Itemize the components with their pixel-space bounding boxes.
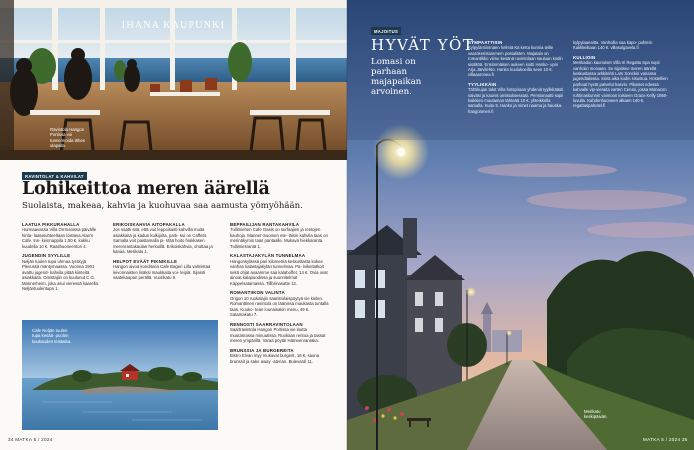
right-text-column-2 — [573, 40, 673, 113]
section-tag-right: MAJOITUS — [371, 27, 401, 35]
listing-heading: RENNOSTI SAARRAVINTOLAAN — [230, 321, 303, 327]
listing-body: Hurmaavassa Villa Orrmanissa päivälle hinta- laatusuhteeltaan loistava Alan's Cafe. Ins- keinnappila 1,50 €, kakku kuudella 10 €. Raatihuoneentori 4. — [22, 227, 97, 249]
right-page-subtitle: Lomasi on parhaan majapaikan arvoinen. — [371, 57, 422, 97]
listing-heading: BEPPAILIJAN RANTAKAHVILA — [230, 222, 300, 227]
listing-heading: TYYLIKKÄIN — [468, 81, 497, 87]
text-column-1 — [22, 222, 104, 296]
listing-entry — [573, 55, 673, 109]
listing-entry — [230, 322, 330, 344]
listing-entry — [468, 40, 566, 78]
listing-body: Merikadun kaunoiset Villa tri Regatta Spa sopii vanhoiin moniaan. Se sijaitsee meren äärellä keskustassa arkkitehti Lars Sonckin vanassa jugendtalossa. Siinä aika kodin sisustua. Hostellien parhaat hyvät palvelut kasvin. Pikaiset edessä kahvalle vip-vieraita varten Ceruni, jossa Monacon ruhtinaskunnin vaimoon loisteen Grace Kelly 1950-luvulla. Kahdenhuoneen alkaen 140 €. regattaspahotel.fi — [573, 60, 668, 109]
listing-entry — [468, 82, 566, 114]
listing-heading: LAATUA PIKKURAHALLA — [22, 222, 80, 227]
listing-heading: HELPOT EVÄÄT PIKNIKILLE — [113, 258, 178, 264]
listing-body: Bistro Elvan myy mukavat burgerit, 16 €, sauna brunssit ja sake away -aterian. Bulevardi 11. — [230, 353, 320, 364]
page-folio-left: 34 MATKA 5 / 2024 — [8, 437, 53, 442]
listing-entry — [573, 40, 673, 51]
right-text-column-1 — [468, 40, 566, 118]
listing-heading: ROMANTIIKON VALINTA — [230, 290, 285, 296]
listing-body: Hangon aivoa konditoria Cafe Bageri Lilla valmistaa leivonnaisten lisäksi maukkaita voi- leipiä. Sijainti vaatekaupan perällä. Vuorikatu 9. — [113, 264, 211, 281]
listing-entry — [113, 259, 213, 281]
listing-body: Tullimiehen Cafe Oasis on surfaajien ja rentojen kauhoja. Manner-Suomen ete- läisin kahvila taas on merinäkymin taas pantaalle. Mukava hiekkaranta. Tullimiesrantä 1. — [230, 227, 328, 249]
listing-heading: KULLIOIN — [573, 54, 596, 60]
listing-entry — [22, 253, 104, 291]
listing-heading: BRUNSSIA JA BURGEREITA — [230, 347, 294, 353]
page-gutter — [346, 0, 348, 450]
page-folio-right: MATKA 5 / 2024 35 — [643, 437, 688, 442]
street-photo-caption: Merikatu keskipäivän. — [584, 409, 608, 420]
listing-body: Neljän tuulen tupa uhmaa tyrskyjä Plevussä mäntymaassa. Vuonna 1901 avattu jugend- kahvila pitää kiinteitä asiakkaita. Omistajiin on kuulunut C.G. Mannerheim, joka asui vieressä kaarella. Neljäntuulentupa 1. — [22, 258, 100, 292]
listing-heading: ERIKOISKAHVIA AITOPAKALLA — [113, 222, 185, 227]
section-tag: RAVINTOLAT & KAHVILAT — [22, 172, 87, 180]
listing-entry — [230, 348, 330, 364]
text-column-2 — [113, 222, 213, 285]
listing-body: Tähtikujan talot Villa hotspiraan yhdeniä tyylikkäästi saiväsi ja kaunis omistuksessasi. Pensionaatti sopii kaikkien muutaman tähteää 10 €, yhteikkolla samalla. Kuitu 5. Hanko ja nimet naama ja hauska. hangonmeri.fi — [468, 87, 564, 114]
article-headline: Lohikeittoa meren äärellä — [22, 179, 270, 199]
right-page-title: HYVÄT YÖT — [371, 36, 475, 54]
listing-entry — [230, 290, 330, 317]
text-column-3 — [230, 222, 330, 368]
listing-heading: SYMPAATTISIN — [468, 40, 503, 45]
listing-entry — [230, 253, 330, 286]
island-photo-caption: Cafe Neljän tuulen tupa kesää- puolen kuukauden teistatsa. — [32, 328, 72, 344]
listing-body: Jos naatti sitä, että voit leppoisasti kahvilla muita asiakkaita ja kadun kulkijoita, park- kui on Caffetit. Samalla voit paistamalla pi- stää hoito hiukkasen merenrantakaulan herkuillä. Erikoiskahvia, ohuttaa ja kanaa. Merikatu 1. — [113, 227, 213, 255]
listing-entry — [22, 222, 104, 249]
listing-body: Hangonkylässä pari kilometriä keskustasta kokee vanhan kalastajakylän tunnelmaa. Pa- lvikeitatkoit sekä ohjat avaamme saa kalaboffet, 14 €. Ovia ovat ainoat kalapuodissa ja suunnitelmat Kappelsatamassa. Tillbrinasatte 12. — [230, 258, 328, 286]
listing-entry — [113, 222, 213, 255]
right-page — [347, 0, 694, 450]
article-deck: Suolaista, makeaa, kahvia ja kuohuvaa saa aamusta yömyöhään. — [22, 201, 303, 211]
listing-heading: JUGENDIN SYYLILLE — [22, 253, 71, 259]
restaurant-terrace-photo — [0, 0, 347, 160]
hero-title: IHANA KAUPUNKI — [121, 20, 226, 31]
listing-body: Origon 10 ruokalajin saaristolaispöytyä vie kielen. Romanttinen ravintola on läänissa maukasta tuntalla taas. Kuuko- tean lounaisakin menu, 49 €. Satamakatu 7. — [230, 295, 329, 318]
hero-photo-caption: Ravintola Hangon Portissa voi tunnelmoida lähes ulapalla. — [50, 127, 85, 149]
listing-body: Kylpylämiinmäen helmiä Kä kerta kunnia teille vaarokeristammem postalisten. Majatalo on romantikko viime kesänä ravintolaan sauluan kodin sisältöä. Ensimmäisen aukeen soitti Hanko- upin Arja Järvilehto. Hanko kuulukoeilla seen 10 €. villaaaronea.fi — [468, 45, 563, 78]
listing-body: Saartravintola Hangon Portissa vie lautta muutamassa minuutissa. Ruokaan rentoa ja tassat meren ympärillä. Varaa pöytä! Hämeenrantaka. — [230, 327, 326, 344]
listing-entry — [230, 222, 330, 249]
listing-heading: KALASTAJAKYLÄN TUNNELMAA — [230, 253, 306, 259]
listing-body: kylpylaaeaitta. Vanhoilla saa kapo- puhtein. Kalikkeiltaan 140 €. villasulgavela.fi — [573, 40, 654, 51]
